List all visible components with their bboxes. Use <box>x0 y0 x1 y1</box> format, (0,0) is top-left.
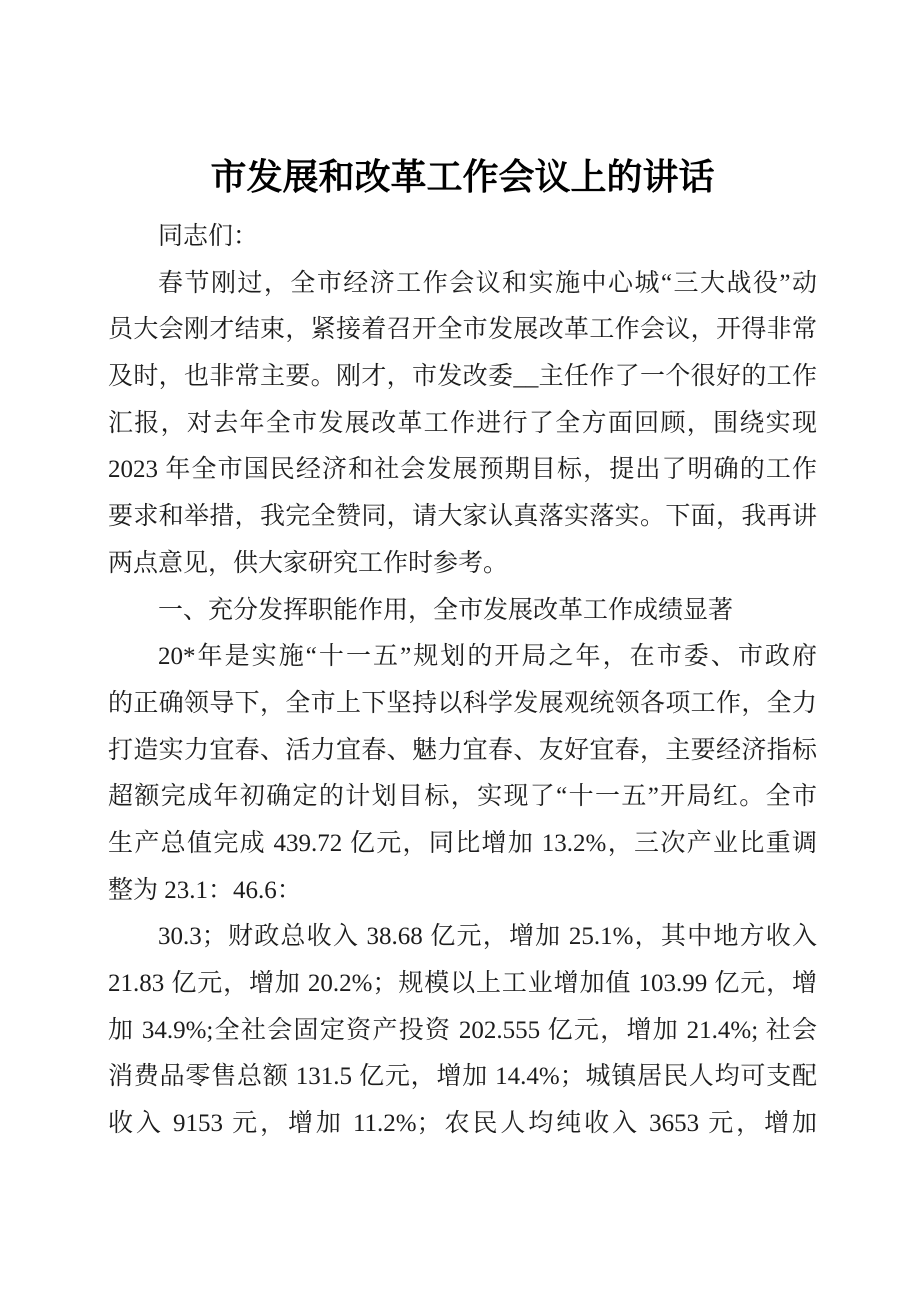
text-line: 加 34.9%;全社会固定资产投资 202.555 亿元，增加 21.4%; 社会 <box>108 1016 817 1044</box>
document-body <box>108 214 817 1148</box>
text-line: 生产总值完成 439.72 亿元，同比增加 13.2%，三次产业比重调 <box>108 829 817 857</box>
text-line: 员大会刚才结束，紧接着召开全市发展改革工作会议，开得非常 <box>108 316 817 344</box>
text-line: 收入 9153 元，增加 11.2%；农民人均纯收入 3653 元，增加 <box>108 1110 817 1138</box>
text-line: 汇报，对去年全市发展改革工作进行了全方面回顾，围绕实现 <box>108 409 817 437</box>
text-line: 整为 23.1：46.6： <box>108 876 302 904</box>
text-line: 及时，也非常主要。刚才，市发改委__主任作了一个很好的工作 <box>108 363 817 391</box>
text-line: 春节刚过，全市经济工作会议和实施中心城“三大战役”动 <box>158 269 817 297</box>
text-line: 消费品零售总额 131.5 亿元，增加 14.4%；城镇居民人均可支配 <box>108 1063 817 1091</box>
text-line: 20*年是实施“十一五”规划的开局之年，在市委、市政府 <box>158 643 817 671</box>
text-line: 同志们： <box>158 223 259 250</box>
document-title: 市发展和改革工作会议上的讲话 <box>210 157 715 198</box>
text-line: 要求和举措，我完全赞同，请大家认真落实落实。下面，我再讲 <box>108 503 817 531</box>
text-line: 打造实力宜春、活力宜春、魅力宜春、友好宜春，主要经济指标 <box>108 736 817 764</box>
text-line: 一、充分发挥职能作用，全市发展改革工作成绩显著 <box>158 596 734 624</box>
text-line: 2023 年全市国民经济和社会发展预期目标，提出了明确的工作 <box>108 456 817 484</box>
text-line: 两点意见，供大家研究工作时参考。 <box>108 549 509 577</box>
text-line: 超额完成年初确定的计划目标，实现了“十一五”开局红。全市 <box>108 783 817 811</box>
text-line: 的正确领导下，全市上下坚持以科学发展观统领各项工作，全力 <box>108 689 817 717</box>
text-line: 30.3；财政总收入 38.68 亿元，增加 25.1%，其中地方收入 <box>158 923 817 951</box>
text-line: 21.83 亿元，增加 20.2%；规模以上工业增加值 103.99 亿元，增 <box>108 970 817 997</box>
